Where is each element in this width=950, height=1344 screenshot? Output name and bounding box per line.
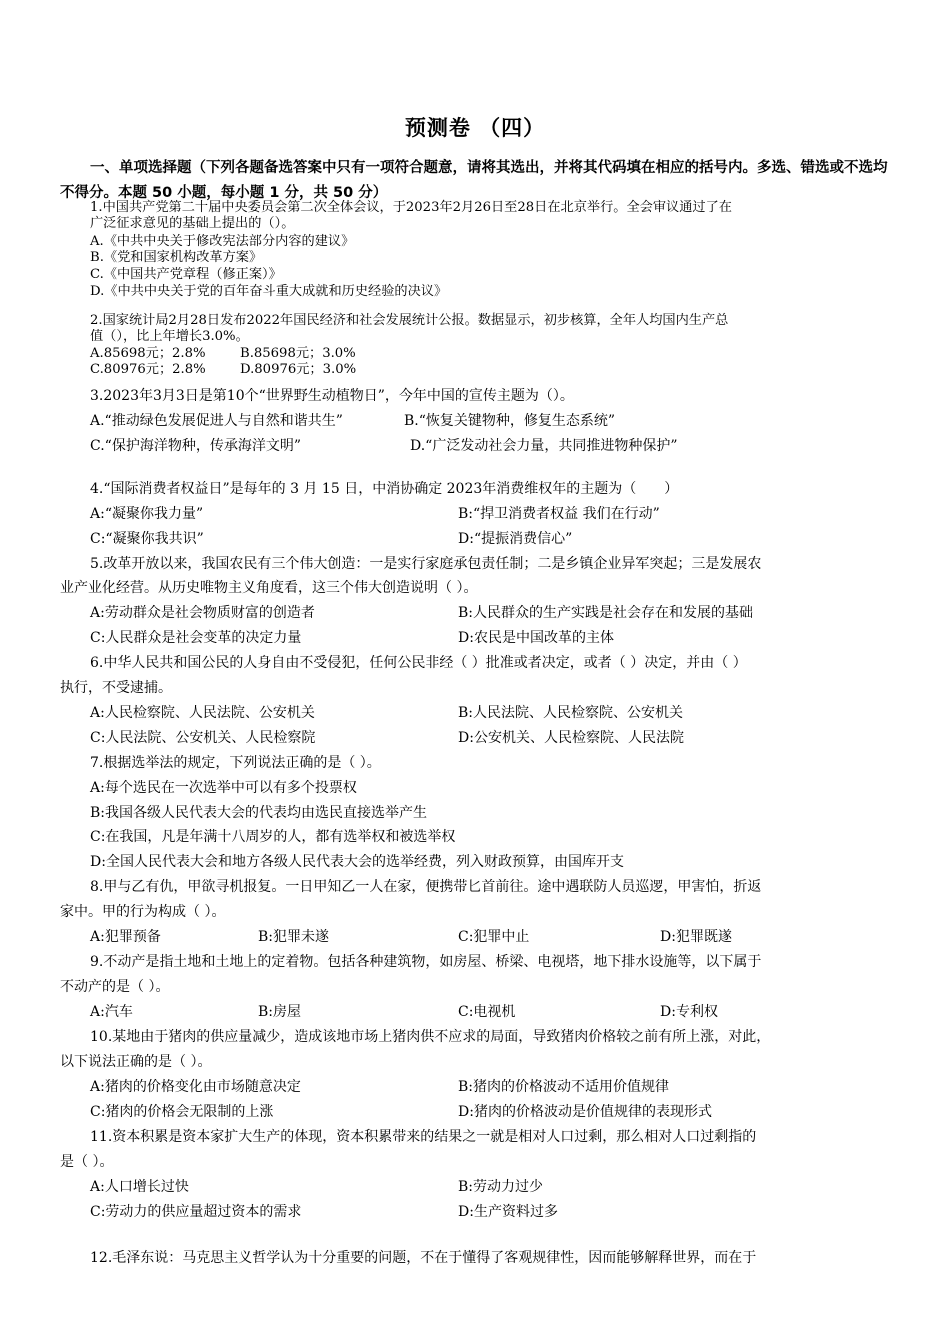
question-6-option-c: C:人民法院、公安机关、人民检察院: [90, 730, 316, 746]
question-2-option-d: D.80976元；3.0%: [240, 362, 357, 377]
question-9-option-b: B:房屋: [258, 1004, 302, 1020]
question-11-option-b: B:劳动力过少: [458, 1179, 544, 1195]
question-1-option-b: B.《党和国家机构改革方案》: [90, 250, 263, 265]
question-1-stem-line-1: 1.中国共产党第二十届中央委员会第二次全体会议，于2023年2月26日至28日在北京举行。全会审议通过了在: [90, 200, 732, 215]
question-9-option-c: C:电视机: [458, 1004, 516, 1020]
question-11-stem-line-2: 是（ ）。: [60, 1154, 114, 1170]
question-6-stem-line-2: 执行，不受逮捕。: [60, 680, 172, 696]
section-header: [60, 156, 900, 206]
question-1-option-c: C.《中国共产党章程（修正案）》: [90, 267, 282, 282]
question-2-option-b: B.85698元；3.0%: [240, 346, 356, 361]
question-4-option-b: B:“捍卫消费者权益 我们在行动”: [458, 506, 660, 522]
question-2-option-c: C.80976元；2.8%: [90, 362, 206, 377]
question-8-option-d: D:犯罪既遂: [660, 929, 732, 945]
question-1-stem-line-2: 广泛征求意见的基础上提出的（）。: [90, 216, 295, 231]
question-7-option-c: C:在我国，凡是年满十八周岁的人，都有选举权和被选举权: [90, 829, 456, 845]
question-10-option-d: D:猪肉的价格波动是价值规律的表现形式: [458, 1104, 712, 1120]
question-11-stem-line-1: 11.资本积累是资本家扩大生产的体现，资本积累带来的结果之一就是相对人口过剩，那么相对人口过剩指的: [90, 1129, 757, 1145]
page-title: 预测卷 （四）: [404, 116, 546, 140]
question-3-stem: 3.2023年3月3日是第10个“世界野生动植物日”，今年中国的宣传主题为（）。: [90, 388, 574, 404]
question-5-option-b: B:人民群众的生产实践是社会存在和发展的基础: [458, 605, 754, 621]
question-8-option-b: B:犯罪未遂: [258, 929, 330, 945]
question-4-stem: 4.“国际消费者权益日”是每年的 3 月 15 日，中消协确定 2023年消费维权年的主题为（ ）: [90, 481, 679, 497]
question-10-option-a: A:猪肉的价格变化由市场随意决定: [90, 1079, 301, 1095]
question-7-option-d: D:全国人民代表大会和地方各级人民代表大会的选举经费，列入财政预算，由国库开支: [90, 854, 624, 870]
question-10-stem-line-1: 10.某地由于猪肉的供应量减少，造成该地市场上猪肉供不应求的局面，导致猪肉价格较之前有所上涨，对此，: [90, 1029, 771, 1045]
section-header-text: 一、单项选择题（下列各题备选答案中只有一项符合题意，请将其选出，并将其代码填在相应的括号内。多选、错选或不选均不得分。本题 50 小题，每小题 1 分，共 50 分）: [60, 160, 888, 201]
question-10-stem-line-2: 以下说法正确的是（ ）。: [60, 1054, 212, 1070]
question-4-option-a: A:“凝聚你我力量”: [90, 506, 204, 522]
question-6-option-d: D:公安机关、人民检察院、人民法院: [458, 730, 684, 746]
question-10-option-b: B:猪肉的价格波动不适用价值规律: [458, 1079, 670, 1095]
question-7-stem: 7.根据选举法的规定，下列说法正确的是（ ）。: [90, 755, 381, 771]
question-5-option-a: A:劳动群众是社会物质财富的创造者: [90, 605, 315, 621]
question-11-option-a: A:人口增长过快: [90, 1179, 189, 1195]
question-8-stem-line-1: 8.甲与乙有仇，甲欲寻机报复。一日甲知乙一人在家，便携带匕首前往。途中遇联防人员巡逻，甲害怕，折返: [90, 879, 762, 895]
question-5-option-d: D:农民是中国改革的主体: [458, 630, 614, 646]
question-3-option-c: C.“保护海洋物种，传承海洋文明”: [90, 438, 301, 454]
question-5-stem-line-1: 5.改革开放以来，我国农民有三个伟大创造：一是实行家庭承包责任制；二是乡镇企业异军突起；三是发展农: [90, 556, 762, 572]
question-6-option-a: A:人民检察院、人民法院、公安机关: [90, 705, 315, 721]
question-1-option-d: D.《中共中央关于党的百年奋斗重大成就和历史经验的决议》: [90, 284, 448, 299]
question-8-stem-line-2: 家中。甲的行为构成（ ）。: [60, 904, 226, 920]
question-9-stem-line-2: 不动产的是（ ）。: [60, 979, 170, 995]
question-12-stem-line-1: 12.毛泽东说：马克思主义哲学认为十分重要的问题，不在于懂得了客观规律性，因而能够解释世界，而在于: [90, 1250, 757, 1266]
question-7-option-b: B:我国各级人民代表大会的代表均由选民直接选举产生: [90, 805, 428, 821]
question-5-option-c: C:人民群众是社会变革的决定力量: [90, 630, 302, 646]
question-2-stem-line-2: 值（），比上年增长3.0%。: [90, 329, 249, 344]
question-11-option-d: D:生产资料过多: [458, 1204, 558, 1220]
question-3-option-b: B.“恢复关键物种，修复生态系统”: [404, 413, 616, 429]
question-2-option-a: A.85698元；2.8%: [90, 346, 206, 361]
question-9-stem-line-1: 9.不动产是指土地和土地上的定着物。包括各种建筑物，如房屋、桥梁、电视塔，地下排水设施等，以下属于: [90, 954, 762, 970]
question-3-option-a: A.“推动绿色发展促进人与自然和谐共生”: [90, 413, 343, 429]
question-9-option-d: D:专利权: [660, 1004, 718, 1020]
question-4-option-d: D:“提振消费信心”: [458, 531, 573, 547]
question-3-option-d: D.“广泛发动社会力量，共同推进物种保护”: [410, 438, 678, 454]
question-5-stem-line-2: 业产业化经营。从历史唯物主义角度看，这三个伟大创造说明（ ）。: [60, 580, 478, 596]
question-11-option-c: C:劳动力的供应量超过资本的需求: [90, 1204, 302, 1220]
question-10-option-c: C:猪肉的价格会无限制的上涨: [90, 1104, 274, 1120]
question-4-option-c: C:“凝聚你我共识”: [90, 531, 204, 547]
question-9-option-a: A:汽车: [90, 1004, 133, 1020]
question-8-option-c: C:犯罪中止: [458, 929, 530, 945]
question-1-option-a: A.《中共中央关于修改宪法部分内容的建议》: [90, 234, 355, 249]
question-6-option-b: B:人民法院、人民检察院、公安机关: [458, 705, 684, 721]
question-8-option-a: A:犯罪预备: [90, 929, 161, 945]
question-2-stem-line-1: 2.国家统计局2月28日发布2022年国民经济和社会发展统计公报。数据显示，初步核算，全年人均国内生产总: [90, 313, 729, 328]
question-6-stem-line-1: 6.中华人民共和国公民的人身自由不受侵犯，任何公民非经（ ）批准或者决定，或者（ ）决定，并由（ ）: [90, 655, 747, 671]
question-7-option-a: A:每个选民在一次选举中可以有多个投票权: [90, 780, 357, 796]
